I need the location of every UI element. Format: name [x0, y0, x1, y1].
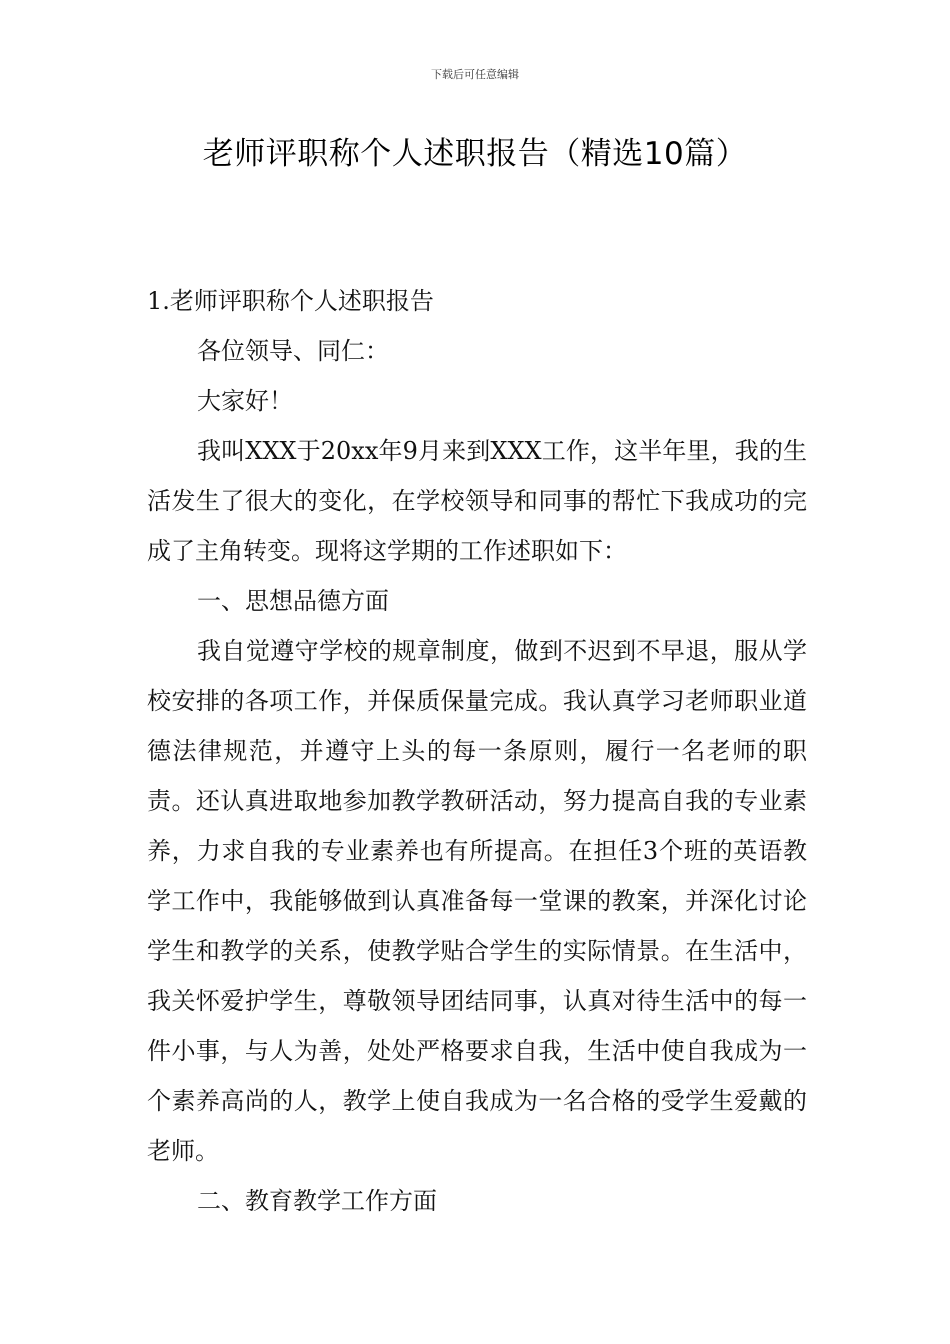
document-title: 老师评职称个人述职报告（精选10篇） — [202, 136, 748, 172]
salutation: 各位领导、同仁： — [197, 337, 389, 365]
paragraph-ideology: 我自觉遵守学校的规章制度，做到不迟到不早退，服从学校安排的各项工作，并保质保量完成。我认真学习老师职业道德法律规范，并遵守上头的每一条原则，履行一名老师的职责。还认真进取地参加教学教研活动，努力提高自我的专业素养，力求自我的专业素养也有所提高。在担任3个班的英语教学工作中，我能够做到认真准备每一堂课的教案，并深化讨论学生和教学的关系，使教学贴合学生的实际情景。在生活中，我关怀爱护学生，尊敬领导团结同事，认真对待生活中的每一件小事，与人为善，处处严格要求自我，生活中使自我成为一个素养高尚的人，教学上使自我成为一名合格的受学生爱戴的老师。 — [147, 637, 807, 1165]
greeting: 大家好！ — [197, 387, 293, 415]
paragraph-intro: 我叫XXX于20xx年9月来到XXX工作，这半年里，我的生活发生了很大的变化，在学校领导和同事的帮忙下我成功的完成了主角转变。现将这学期的工作述职如下： — [147, 437, 807, 565]
heading-teaching: 二、教育教学工作方面 — [197, 1187, 437, 1215]
document-body — [147, 276, 807, 1226]
heading-ideology: 一、思想品德方面 — [197, 587, 389, 615]
header-note: 下载后可任意编辑 — [431, 68, 519, 81]
section-title: 1.老师评职称个人述职报告 — [147, 287, 434, 315]
